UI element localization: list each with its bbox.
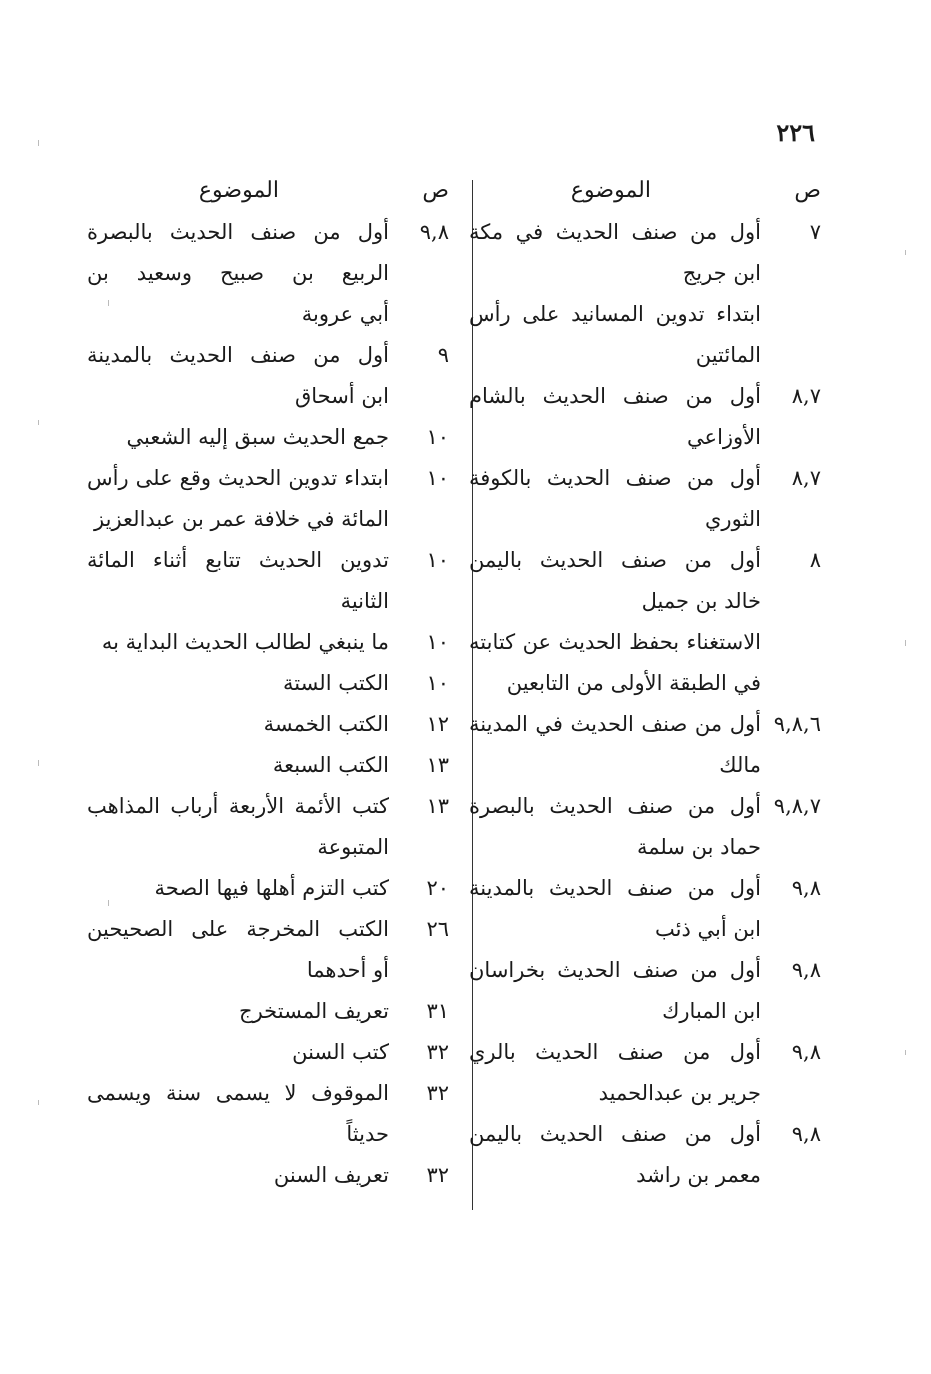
entry-topic <box>87 1032 389 1073</box>
entry-page-ref: ٢٦ <box>426 917 449 941</box>
page-number: ٢٢٦ <box>776 118 815 147</box>
entry-page-ref: ٩,٨ <box>791 1122 821 1146</box>
entry-page-ref: ٩ <box>437 343 449 367</box>
index-entry <box>469 868 821 950</box>
entry-topic <box>87 663 389 704</box>
topic-header: الموضوع <box>198 177 279 203</box>
entry-topic <box>87 417 389 458</box>
page-header: ص <box>794 177 821 203</box>
index-entry <box>87 458 449 540</box>
index-entry <box>469 540 821 622</box>
entry-topic-line: تعريف السنن <box>273 1163 389 1187</box>
entry-page-ref: ٣٢ <box>426 1040 449 1064</box>
entry-topic <box>469 622 761 704</box>
entry-page-ref: ٩,٨ <box>791 1040 821 1064</box>
index-entry <box>87 212 449 335</box>
entries-list <box>469 212 821 1196</box>
entry-topic-line: ابن المبارك <box>662 999 761 1023</box>
index-entry <box>469 212 821 294</box>
entry-page-ref: ٣٢ <box>426 1081 449 1105</box>
entry-page-ref: ٩,٨,٦ <box>773 712 821 736</box>
entry-topic-line: الأوزاعي <box>687 425 761 449</box>
entry-topic-line: ابن أبي ذئب <box>654 917 761 941</box>
entry-topic-line: الثوري <box>705 507 761 531</box>
entry-page-ref: ١٢ <box>426 712 449 736</box>
entry-topic <box>469 868 761 950</box>
entry-topic <box>87 335 389 417</box>
index-entry <box>469 458 821 540</box>
entry-page-ref: ١٠ <box>426 548 449 572</box>
index-entry <box>87 704 449 745</box>
entry-topic-line: أول من صنف الحديث بالشام <box>469 384 761 408</box>
index-entry <box>87 1032 449 1073</box>
index-entry <box>87 786 449 868</box>
entry-topic-line: ابتداء تدوين الحديث وقع على رأس <box>87 466 389 490</box>
entry-topic-line: كتب السنن <box>292 1040 389 1064</box>
scan-speck <box>38 420 39 425</box>
entries-list <box>87 212 449 1196</box>
entry-topic <box>469 458 761 540</box>
entry-topic-line: ابن جريج <box>682 261 761 285</box>
entry-topic <box>87 786 389 868</box>
entry-topic-line: أول من صنف الحديث بالري <box>469 1040 761 1064</box>
index-entry <box>469 786 821 868</box>
index-entry <box>87 745 449 786</box>
index-column-right <box>469 168 821 1196</box>
entry-topic-line: أول من صنف الحديث بالكوفة <box>469 466 761 490</box>
entry-page-ref: ٢٠ <box>426 876 449 900</box>
entry-topic-line: حديثاً <box>346 1122 389 1146</box>
entry-topic <box>87 745 389 786</box>
index-entry <box>87 991 449 1032</box>
index-entry <box>87 417 449 458</box>
index-entry <box>469 1114 821 1196</box>
entry-topic <box>469 294 761 376</box>
entry-topic-line: أول من صنف الحديث في مكة <box>469 220 761 244</box>
index-entry <box>469 622 821 704</box>
entry-topic <box>469 1032 761 1114</box>
entry-topic-line: الكتب السبعة <box>272 753 389 777</box>
entry-topic-line: ابن أسحاق <box>294 384 389 408</box>
entry-topic-line: مالك <box>719 753 761 777</box>
entry-page-ref: ٩,٨ <box>419 220 449 244</box>
page-header: ص <box>422 177 449 203</box>
entry-topic-line: الكتب الخمسة <box>263 712 389 736</box>
entry-topic-line: الكتب المخرجة على الصحيحين <box>87 917 389 941</box>
entry-page-ref: ٩,٨ <box>791 876 821 900</box>
entry-topic-line: الاستغناء بحفظ الحديث عن كتابته <box>469 630 761 654</box>
entry-topic <box>469 786 761 868</box>
entry-page-ref: ٨,٧ <box>791 384 821 408</box>
index-entry <box>87 663 449 704</box>
topic-header: الموضوع <box>570 177 651 203</box>
entry-page-ref: ١٣ <box>426 794 449 818</box>
entry-topic <box>469 212 761 294</box>
entry-topic-line: المائة في خلافة عمر بن عبدالعزيز <box>94 507 389 531</box>
entry-page-ref: ٣٢ <box>426 1163 449 1187</box>
entry-topic <box>87 622 389 663</box>
scan-speck <box>905 250 906 255</box>
entry-page-ref: ١٠ <box>426 671 449 695</box>
entry-topic <box>87 1073 389 1155</box>
entry-page-ref: ١٠ <box>426 425 449 449</box>
index-entry <box>87 909 449 991</box>
entry-topic-line: في الطبقة الأولى من التابعين <box>506 671 761 695</box>
entry-topic-line: أول من صنف الحديث بخراسان <box>469 958 761 982</box>
entry-topic-line: أول من صنف الحديث بالبصرة <box>469 794 761 818</box>
entry-topic-line: تدوين الحديث تتابع أثناء المائة <box>87 548 389 572</box>
entry-topic-line: تعريف المستخرج <box>239 999 389 1023</box>
entry-page-ref: ٣١ <box>426 999 449 1023</box>
index-entry <box>469 294 821 376</box>
entry-topic-line: كتب الأئمة الأربعة أرباب المذاهب <box>87 794 389 818</box>
index-entry <box>87 622 449 663</box>
entry-topic-line: كتب التزم أهلها فيها الصحة <box>154 876 389 900</box>
entry-topic <box>469 950 761 1032</box>
entry-topic <box>87 868 389 909</box>
index-entry <box>87 540 449 622</box>
entry-page-ref: ٩,٨,٧ <box>773 794 821 818</box>
entry-topic-line: أول من صنف الحديث بالمدينة <box>469 876 761 900</box>
entry-topic-line: المائتين <box>695 343 761 367</box>
entry-topic-line: ابتداء تدوين المسانيد على رأس <box>469 302 761 326</box>
entry-topic-line: أول من صنف الحديث بالبصرة <box>87 220 389 244</box>
entry-topic <box>469 540 761 622</box>
entry-topic-line: أبي عروبة <box>301 302 389 326</box>
entry-topic-line: الموقوف لا يسمى سنة ويسمى <box>87 1081 389 1105</box>
entry-page-ref: ٨ <box>809 548 821 572</box>
scan-speck <box>905 1050 906 1055</box>
entry-topic <box>469 1114 761 1196</box>
entry-page-ref: ١٣ <box>426 753 449 777</box>
scan-speck <box>38 140 39 146</box>
entry-topic-line: معمر بن راشد <box>636 1163 761 1187</box>
index-entry <box>469 376 821 458</box>
scan-speck <box>38 1100 39 1105</box>
column-header <box>469 168 821 212</box>
entry-topic <box>469 704 761 786</box>
entry-topic-line: جرير بن عبدالحميد <box>598 1081 761 1105</box>
entry-topic-line: حماد بن سلمة <box>636 835 761 859</box>
entry-page-ref: ٩,٨ <box>791 958 821 982</box>
index-entry <box>469 1032 821 1114</box>
index-entry <box>469 950 821 1032</box>
entry-topic-line: المتبوعة <box>317 835 389 859</box>
entry-page-ref: ١٠ <box>426 630 449 654</box>
entry-topic-line: خالد بن جميل <box>641 589 761 613</box>
entry-topic-line: الثانية <box>340 589 389 613</box>
scan-speck <box>38 760 39 766</box>
entry-topic-line: أول من صنف الحديث في المدينة <box>469 712 761 736</box>
index-entry <box>87 335 449 417</box>
entry-topic-line: ما ينبغي لطالب الحديث البداية به <box>101 630 389 654</box>
entry-page-ref: ٨,٧ <box>791 466 821 490</box>
entry-topic <box>87 458 389 540</box>
entry-topic <box>87 212 389 335</box>
entry-topic <box>87 540 389 622</box>
scan-speck <box>108 900 109 906</box>
entry-topic-line: أول من صنف الحديث بالمدينة <box>87 343 389 367</box>
scan-speck <box>108 300 109 306</box>
index-column-left <box>87 168 449 1196</box>
column-header <box>87 168 449 212</box>
entry-page-ref: ١٠ <box>426 466 449 490</box>
entry-page-ref: ٧ <box>809 220 821 244</box>
scan-speck <box>905 640 906 646</box>
index-entry <box>87 1155 449 1196</box>
entry-topic <box>469 376 761 458</box>
entry-topic-line: أول من صنف الحديث باليمن <box>469 1122 761 1146</box>
entry-topic <box>87 1155 389 1196</box>
entry-topic <box>87 909 389 991</box>
entry-topic-line: الكتب الستة <box>282 671 389 695</box>
entry-topic-line: جمع الحديث سبق إليه الشعبي <box>126 425 389 449</box>
entry-topic-line: أو أحدهما <box>306 958 389 982</box>
entry-topic <box>87 704 389 745</box>
index-entry <box>469 704 821 786</box>
entry-topic <box>87 991 389 1032</box>
entry-topic-line: أول من صنف الحديث باليمن <box>469 548 761 572</box>
index-entry <box>87 1073 449 1155</box>
index-entry <box>87 868 449 909</box>
entry-topic-line: الربيع بن صبيح وسعيد بن <box>87 261 389 285</box>
